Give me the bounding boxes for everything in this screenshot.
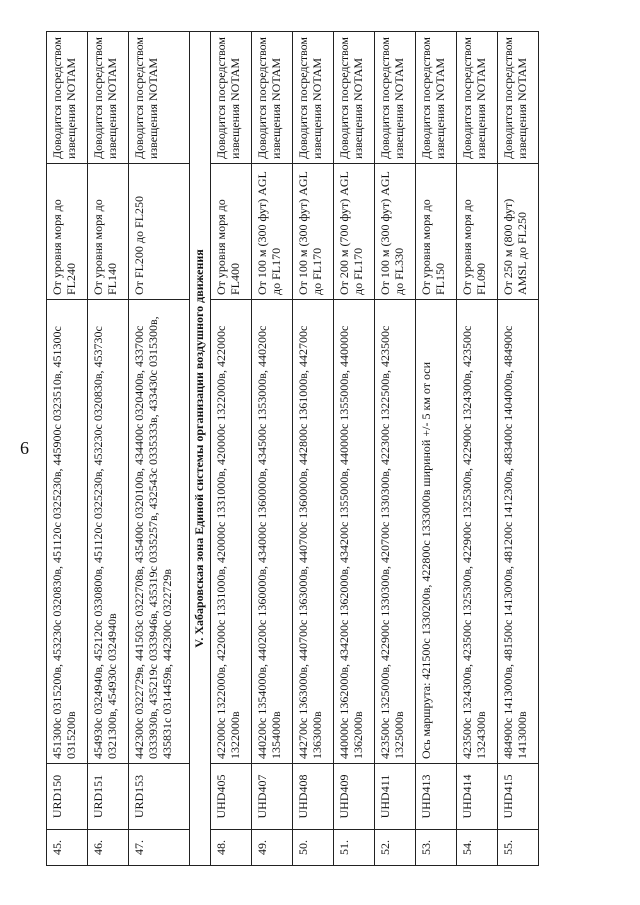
activation-note: Доводится посредством извещения NOTAM — [334, 32, 375, 164]
altitude-limits: От 200 м (700 фут) AGL до FL170 — [334, 164, 375, 300]
boundary-coordinates: 440200с 1354000в, 440200с 1360000в, 434000с 1360000в, 434500с 1353000в, 440200с 1354000в — [252, 300, 293, 764]
activation-note: Доводится посредством извещения NOTAM — [457, 32, 498, 164]
row-number: 46. — [88, 830, 129, 866]
boundary-coordinates: 440000с 1362000в, 434200с 1362000в, 434200с 1355000в, 440000с 1355000в, 440000с 1362000в — [334, 300, 375, 764]
activation-note: Доводится посредством извещения NOTAM — [293, 32, 334, 164]
row-number: 55. — [498, 830, 539, 866]
altitude-limits: От уровня моря до FL090 — [457, 164, 498, 300]
table-row — [416, 32, 457, 866]
row-number: 45. — [47, 830, 88, 866]
row-number: 51. — [334, 830, 375, 866]
boundary-coordinates: 422000с 1322000в, 422000с 1331000в, 420000с 1331000в, 420000с 1322000в, 422000с 1322000в — [211, 300, 252, 764]
altitude-limits: От уровня моря до FL240 — [47, 164, 88, 300]
altitude-limits: От 250 м (800 фут) AMSL до FL250 — [498, 164, 539, 300]
altitude-limits: От уровня моря до FL140 — [88, 164, 129, 300]
area-code: URD153 — [129, 764, 190, 830]
boundary-coordinates: 423500с 1325000в, 422900с 1330300в, 420700с 1330300в, 422300с 1322500в, 423500с 1325000в — [375, 300, 416, 764]
area-code: UHD415 — [498, 764, 539, 830]
activation-note: Доводится посредством извещения NOTAM — [498, 32, 539, 164]
area-code: URD150 — [47, 764, 88, 830]
row-number: 53. — [416, 830, 457, 866]
altitude-limits: От уровня моря до FL150 — [416, 164, 457, 300]
boundary-coordinates: 484900с 1413000в, 481500с 1413000в, 481200с 1412300в, 483400с 1404000в, 484900с 1413000в — [498, 300, 539, 764]
boundary-coordinates: 442700с 1363000в, 440700с 1363000в, 440700с 1360000в, 442800с 1361000в, 442700с 1363000в — [293, 300, 334, 764]
table-row — [293, 32, 334, 866]
table-row — [47, 32, 88, 866]
activation-note: Доводится посредством извещения NOTAM — [88, 32, 129, 164]
altitude-limits: От уровня моря до FL400 — [211, 164, 252, 300]
altitude-limits: От 100 м (300 фут) AGL до FL170 — [252, 164, 293, 300]
area-code: UHD413 — [416, 764, 457, 830]
area-code: UHD407 — [252, 764, 293, 830]
row-number: 54. — [457, 830, 498, 866]
table-row — [498, 32, 539, 866]
area-code: UHD405 — [211, 764, 252, 830]
row-number: 47. — [129, 830, 190, 866]
table-row — [375, 32, 416, 866]
boundary-coordinates: 451300с 0315200в, 453230с 0320830в, 451120с 0325230в, 445900с 0323510в, 451300с 0315200в — [47, 300, 88, 764]
table-row — [88, 32, 129, 866]
boundary-coordinates: 442300с 0322729в, 441503с 0322708в, 435400с 0320100в, 434400с 0320400в, 433700с 0333930в, 435219с 0333946в, 435319с 0335257в, 432543с 0335333в, 433430с 0315300в, 435831с 0314459в, 442300с 0322729в — [129, 300, 190, 764]
section-title: V. Хабаровская зона Единой системы организации воздушного движения — [190, 32, 211, 866]
activation-note: Доводится посредством извещения NOTAM — [375, 32, 416, 164]
altitude-limits: От 100 м (300 фут) AGL до FL170 — [293, 164, 334, 300]
area-code: URD151 — [88, 764, 129, 830]
row-number: 49. — [252, 830, 293, 866]
boundary-coordinates: 454930с 0324940в, 452120с 0330800в, 451120с 0325230в, 453230с 0320830в, 453730с 0321300в, 454930с 0324940в — [88, 300, 129, 764]
activation-note: Доводится посредством извещения NOTAM — [47, 32, 88, 164]
row-number: 52. — [375, 830, 416, 866]
restricted-areas-table — [46, 31, 539, 866]
table-row — [252, 32, 293, 866]
activation-note: Доводится посредством извещения NOTAM — [252, 32, 293, 164]
table-row — [129, 32, 190, 866]
boundary-coordinates: 423500с 1324300в, 423500с 1325300в, 422900с 1325300в, 422900с 1324300в, 423500с 1324300в — [457, 300, 498, 764]
area-code: UHD409 — [334, 764, 375, 830]
boundary-coordinates: Ось маршрута: 421500с 1330200в, 422800с 1333000в шириной +/- 5 км от оси — [416, 300, 457, 764]
activation-note: Доводится посредством извещения NOTAM — [129, 32, 190, 164]
altitude-limits: От FL200 до FL250 — [129, 164, 190, 300]
area-code: UHD408 — [293, 764, 334, 830]
table-row — [334, 32, 375, 866]
row-number: 48. — [211, 830, 252, 866]
altitude-limits: От 100 м (300 фут) AGL до FL330 — [375, 164, 416, 300]
area-code: UHD414 — [457, 764, 498, 830]
row-number: 50. — [293, 830, 334, 866]
activation-note: Доводится посредством извещения NOTAM — [211, 32, 252, 164]
page-number: 6 — [20, 438, 29, 458]
table-row — [457, 32, 498, 866]
activation-note: Доводится посредством извещения NOTAM — [416, 32, 457, 164]
rotated-table-container — [46, 32, 632, 866]
table-row — [211, 32, 252, 866]
section-header-row — [190, 32, 211, 866]
area-code: UHD411 — [375, 764, 416, 830]
